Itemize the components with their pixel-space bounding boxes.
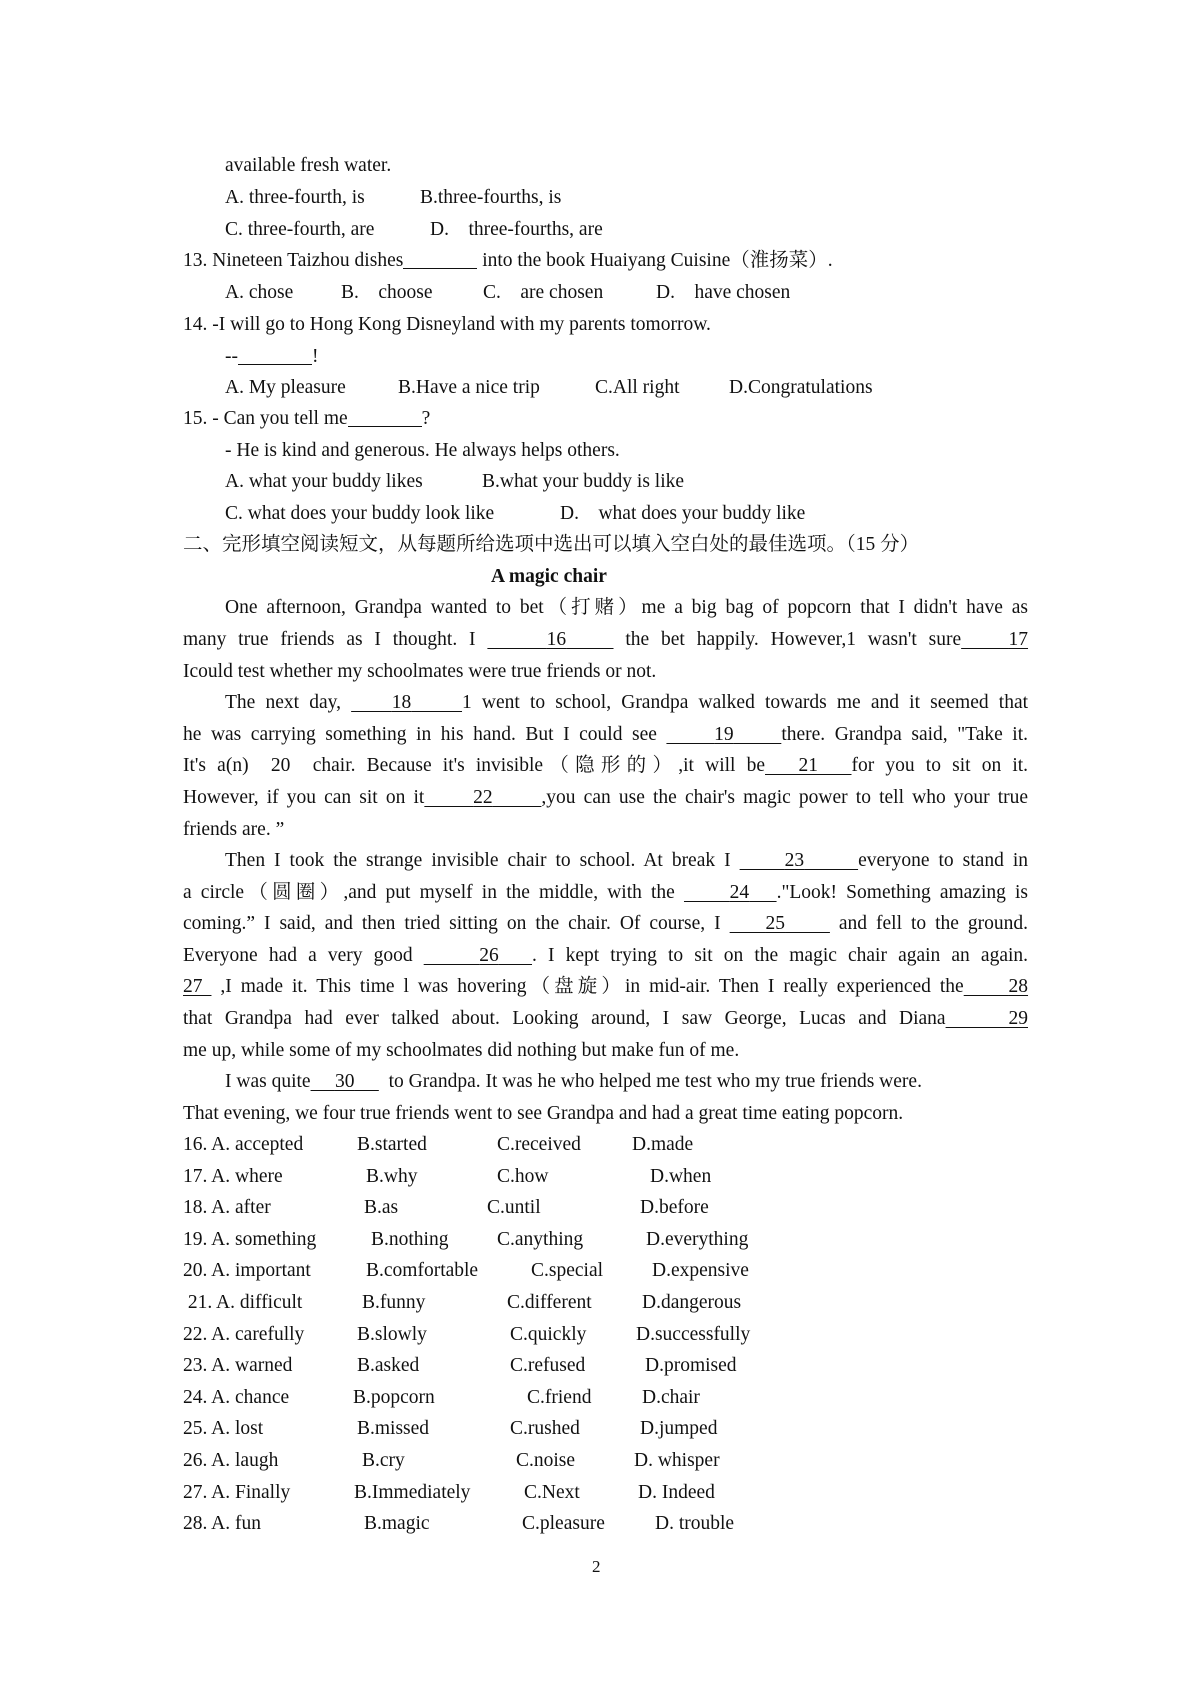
text-segment: . I kept trying to sit on the magic chair again an again. — [532, 945, 1029, 966]
cloze-option-a: 18. A. after — [183, 1197, 271, 1219]
blank-21 — [765, 755, 851, 776]
blank-number: 25 — [765, 913, 786, 934]
blank-30 — [311, 1071, 379, 1092]
text-segment: Everyone had a very good — [183, 945, 424, 966]
cloze-option-c: C.rushed — [510, 1418, 580, 1440]
q14-reply-suffix: ! — [312, 346, 319, 367]
text-segment: I was quite — [225, 1071, 311, 1092]
option-a: A. three-fourth, is — [225, 187, 365, 208]
q15-blank — [348, 408, 422, 427]
text-segment: to Grandpa. It was he who helped me test who my true friends were. — [378, 1071, 922, 1092]
passage-line: One afternoon, Grandpa wanted to bet（打赌）me a big bag of popcorn that I didn't have as — [225, 597, 1028, 618]
cloze-option-d: D.made — [632, 1134, 694, 1155]
cloze-option-c: C.noise — [516, 1450, 576, 1471]
blank-number: 23 — [784, 850, 805, 871]
cloze-option-a: 19. A. something — [183, 1228, 317, 1250]
blank-number: 18 — [391, 692, 412, 713]
cloze-option-a: 25. A. lost — [183, 1418, 264, 1440]
cloze-option-b: B.missed — [357, 1418, 430, 1440]
section-heading: 二、完形填空阅读短文，从每题所给选项中选出可以填入空白处的最佳选项。（15 分） — [183, 534, 920, 555]
passage-line — [183, 787, 1028, 809]
blank-number: 22 — [473, 787, 493, 808]
text-segment: ."Look! Something amazing is — [776, 882, 1029, 903]
q15-option-c: C. what does your buddy look like — [225, 503, 495, 524]
cloze-option-d: D. Indeed — [638, 1481, 715, 1503]
text-segment: The next day, — [225, 692, 352, 713]
blank-number: 24 — [729, 882, 750, 903]
blank-number: 17 — [1008, 629, 1029, 650]
blank-number: 27 — [183, 976, 203, 997]
text-segment: chair. Because it's invisible（隐形的）,it will be — [301, 755, 766, 776]
page-number: 2 — [592, 1557, 601, 1576]
passage-line — [225, 850, 1028, 872]
blank-number: 30 — [334, 1071, 355, 1092]
cloze-option-c: C.until — [487, 1197, 541, 1219]
passage-line — [183, 629, 1028, 651]
text-segment: for you to sit on it. — [851, 755, 1029, 776]
blank-number: 19 — [714, 724, 734, 745]
q15-reply: - He is kind and generous. He always helps others. — [225, 440, 620, 461]
blank-number: 29 — [1008, 1008, 1028, 1029]
cloze-option-a: 28. A. fun — [183, 1513, 261, 1535]
question-15 — [183, 408, 430, 430]
text-segment: that Grandpa had ever talked about. Looking around, I saw George, Lucas and Diana — [183, 1008, 946, 1029]
blank-number: 21 — [798, 755, 818, 776]
text-segment: the bet happily. However,1 wasn't sure — [613, 629, 962, 650]
cloze-option-d: D. whisper — [634, 1450, 720, 1471]
passage-line — [225, 692, 1028, 714]
passage-line — [183, 1008, 1028, 1030]
blank-number: 20 — [270, 755, 291, 776]
passage-line: Icould test whether my schoolmates were true friends or not. — [183, 661, 657, 682]
cloze-option-a: 22. A. carefully — [183, 1323, 305, 1345]
cloze-option-c: C.received — [497, 1134, 581, 1155]
q13-option-a: A. chose — [225, 282, 294, 303]
passage-line — [183, 976, 1028, 998]
cloze-option-c: C.special — [531, 1260, 604, 1282]
cloze-option-b: B.comfortable — [366, 1260, 479, 1282]
cloze-option-c: C.different — [507, 1292, 592, 1313]
passage-line: That evening, we four true friends went to see Grandpa and had a great time eating popcorn. — [183, 1103, 904, 1124]
passage-line — [183, 755, 1028, 777]
text-segment: coming.” I said, and then tried sitting on the chair. Of course, I — [183, 913, 730, 934]
text-segment: everyone to stand in — [858, 850, 1029, 871]
cloze-option-d: D.before — [640, 1197, 709, 1219]
q15-option-d: D. what does your buddy like — [560, 503, 806, 524]
text-segment: 1 went to school, Grandpa walked towards me and it seemed that — [462, 692, 1029, 713]
q15-stem-a: 15. - Can you tell me — [183, 408, 348, 429]
cloze-option-c: C.how — [497, 1165, 549, 1187]
blank-19 — [666, 724, 781, 745]
blank-16 — [487, 629, 613, 650]
cloze-option-c: C.Next — [524, 1481, 580, 1503]
text-segment: ,you can use the chair's magic power to tell who your true — [541, 787, 1029, 808]
q14-option-a: A. My pleasure — [225, 377, 346, 398]
cloze-option-b: B.nothing — [371, 1228, 449, 1250]
cloze-option-a: 20. A. important — [183, 1260, 311, 1282]
q14-reply-prefix: -- — [225, 346, 238, 367]
q14-option-b: B.Have a nice trip — [398, 377, 540, 398]
cloze-option-d: D.everything — [646, 1228, 749, 1250]
cloze-option-a: 17. A. where — [183, 1165, 283, 1187]
blank-23 — [740, 850, 858, 871]
text-segment: ,I made it. This time l was hovering（盘旋）in mid-air. Then I really experienced the — [211, 976, 964, 997]
cloze-option-a: 27. A. Finally — [183, 1481, 291, 1503]
passage-line: me up, while some of my schoolmates did nothing but make fun of me. — [183, 1040, 740, 1061]
cloze-option-c: C.friend — [527, 1386, 592, 1408]
blank-22 — [424, 787, 541, 808]
cloze-option-b: B.Immediately — [354, 1481, 471, 1503]
q14-reply — [225, 346, 319, 368]
q14-option-c: C.All right — [595, 377, 680, 398]
continuation-line: available fresh water. — [225, 155, 392, 176]
q13-blank — [403, 250, 477, 269]
cloze-option-d: D.jumped — [640, 1418, 718, 1440]
q13-option-b: B. choose — [341, 282, 433, 303]
cloze-option-b: B.cry — [362, 1450, 405, 1471]
passage-line — [183, 882, 1028, 904]
cloze-option-d: D. trouble — [655, 1513, 735, 1535]
cloze-option-b: B.started — [357, 1134, 427, 1155]
blank-24 — [684, 882, 777, 903]
text-segment: a circle（圆圈）,and put myself in the middle, with the — [183, 882, 684, 903]
text-segment: there. Grandpa said, "Take it. — [781, 724, 1029, 745]
cloze-option-c: C.pleasure — [522, 1513, 605, 1535]
blank-20 — [260, 755, 302, 776]
cloze-option-c: C.quickly — [510, 1323, 587, 1345]
cloze-option-d: D.chair — [642, 1386, 700, 1408]
cloze-option-d: D.dangerous — [642, 1292, 742, 1313]
cloze-option-b: B.why — [366, 1165, 418, 1187]
blank-number: 16 — [546, 629, 567, 650]
passage-line: friends are. ” — [183, 819, 285, 840]
blank-27 — [183, 976, 211, 997]
blank-28 — [964, 976, 1028, 997]
text-segment: It's a(n) — [183, 755, 260, 776]
q13-stem-b: into the book Huaiyang Cuisine（淮扬菜）. — [477, 250, 833, 271]
text-segment: and fell to the ground. — [829, 913, 1029, 934]
option-d: D. three-fourths, are — [430, 219, 603, 240]
cloze-option-b: B.as — [364, 1197, 399, 1219]
blank-18 — [351, 692, 462, 713]
passage-line — [183, 913, 1028, 935]
cloze-option-a: 24. A. chance — [183, 1386, 290, 1408]
q14-blank — [238, 346, 312, 365]
cloze-option-b: B.funny — [362, 1292, 426, 1313]
q13-stem-a: 13. Nineteen Taizhou dishes — [183, 250, 404, 271]
q13-option-c: C. are chosen — [483, 282, 604, 303]
cloze-option-d: D.when — [650, 1165, 712, 1187]
passage-line — [183, 724, 1028, 746]
cloze-option-d: D.expensive — [652, 1260, 749, 1282]
passage-line — [183, 945, 1028, 967]
blank-29 — [946, 1008, 1028, 1029]
cloze-option-b: B.asked — [357, 1355, 420, 1377]
cloze-option-c: C.anything — [497, 1228, 584, 1250]
blank-number: 28 — [1008, 976, 1029, 997]
text-segment: many true friends as I thought. I — [183, 629, 488, 650]
cloze-option-d: D.successfully — [636, 1323, 751, 1345]
cloze-option-b: B.slowly — [357, 1323, 427, 1345]
question-14: 14. -I will go to Hong Kong Disneyland with my parents tomorrow. — [183, 314, 711, 335]
cloze-option-c: C.refused — [510, 1355, 586, 1377]
q14-option-d: D.Congratulations — [729, 377, 873, 398]
cloze-option-a: 16. A. accepted — [183, 1134, 304, 1155]
cloze-option-a: 23. A. warned — [183, 1355, 293, 1377]
passage-title: A magic chair — [491, 566, 607, 587]
q13-option-d: D. have chosen — [656, 282, 791, 303]
q15-option-b: B.what your buddy is like — [482, 471, 685, 492]
text-segment: he was carrying something in his hand. But I could see — [183, 724, 667, 745]
cloze-option-b: B.popcorn — [353, 1386, 435, 1408]
blank-25 — [730, 913, 830, 934]
q15-stem-b: ? — [421, 408, 431, 429]
text-segment: Then I took the strange invisible chair to school. At break I — [225, 850, 740, 871]
cloze-option-a: 21. A. difficult — [183, 1292, 303, 1313]
blank-number: 26 — [479, 945, 499, 966]
option-c: C. three-fourth, are — [225, 219, 375, 240]
text-segment: However, if you can sit on it — [183, 787, 425, 808]
cloze-option-d: D.promised — [645, 1355, 737, 1377]
option-b: B.three-fourths, is — [420, 187, 562, 208]
q15-option-a: A. what your buddy likes — [225, 471, 423, 492]
passage-line — [225, 1071, 922, 1093]
cloze-option-b: B.magic — [364, 1513, 430, 1535]
cloze-option-a: 26. A. laugh — [183, 1450, 279, 1471]
question-13 — [183, 250, 833, 272]
blank-26 — [424, 945, 532, 966]
blank-17 — [961, 629, 1028, 650]
